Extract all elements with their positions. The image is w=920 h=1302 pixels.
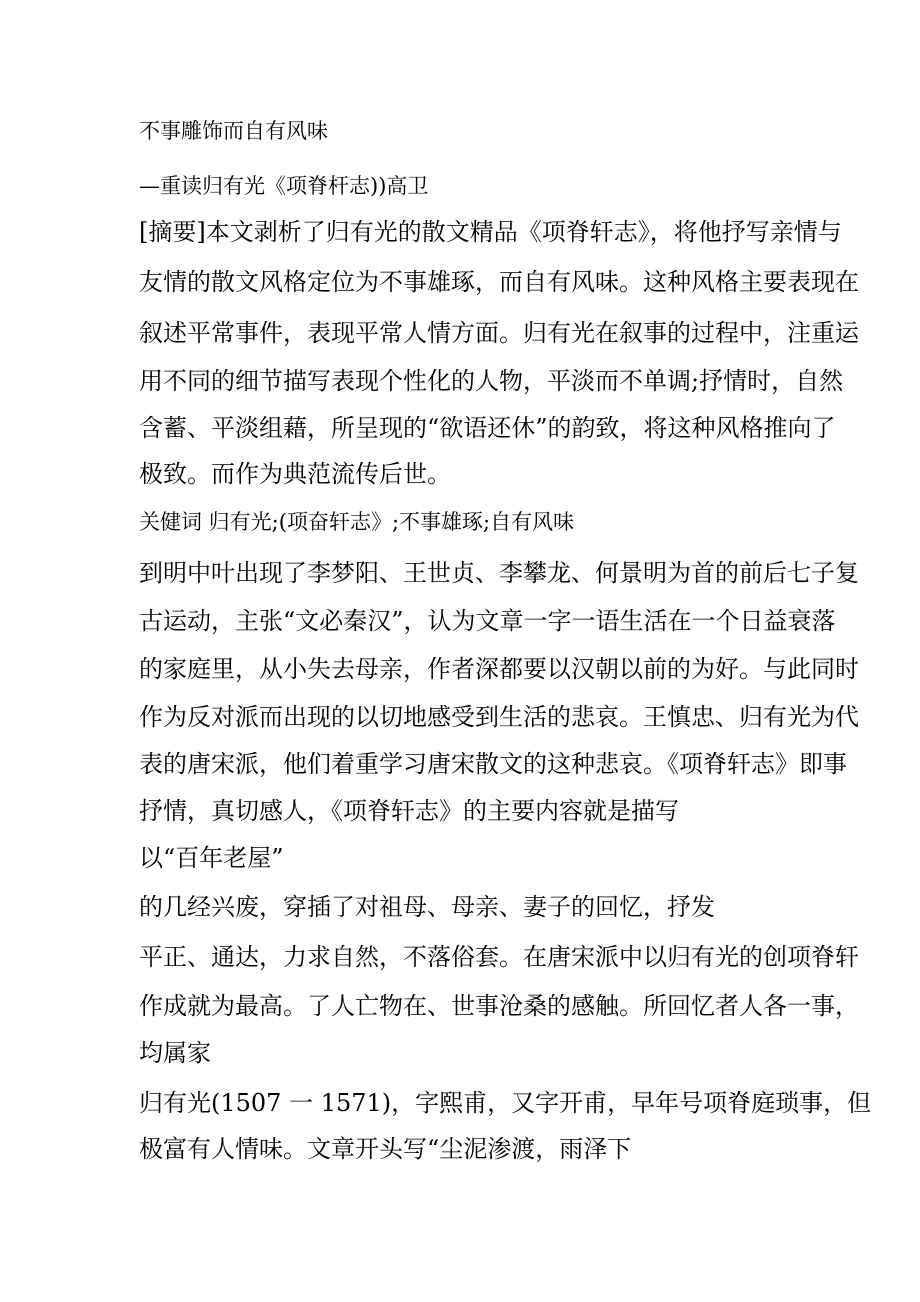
- body-line: 到明中叶出现了李梦阳、王世贞、李攀龙、何景明为首的前后七子复: [139, 559, 859, 587]
- abstract-line: 叙述平常事件，表现平常人情方面。归有光在叙事的过程中，注重运: [139, 319, 859, 347]
- body-line: 表的唐宋派，他们着重学习唐宋散文的这种悲哀。《项脊轩志》即事: [139, 750, 847, 778]
- body-line: 均属家: [139, 1039, 211, 1067]
- body-line: 归有光(1507 一 1571)，字熙甫，又字开甫，早年号项脊庭琐事，但: [139, 1089, 872, 1117]
- body-line: 平正、通达，力求自然，不落俗套。在唐宋派中以归有光的创项脊轩: [139, 943, 859, 971]
- body-line: 古运动，主张“文必秦汉”，认为文章一字一语生活在一个日益衰落: [139, 607, 836, 635]
- abstract-line: [摘要]本文剥析了归有光的散文精品《项脊轩志》，将他抒写亲情与: [139, 218, 842, 246]
- abstract-line: 用不同的细节描写表现个性化的人物，平淡而不单调;抒情时，自然: [139, 367, 844, 395]
- abstract-line: 含蓄、平淡组藉，所呈现的“欲语还休”的韵致，将这种风格推向了: [139, 414, 836, 442]
- body-line: 以“百年老屋”: [139, 844, 284, 872]
- body-line: 的家庭里，从小失去母亲，作者深都要以汉朝以前的为好。与此同时: [139, 655, 859, 683]
- body-line: 作成就为最高。了人亡物在、世事沧桑的感触。所回忆者人各一事，: [139, 992, 859, 1020]
- document-title: 不事雕饰而自有风味: [139, 119, 328, 143]
- body-line: 抒情，真切感人，《项脊轩志》的主要内容就是描写: [139, 797, 679, 825]
- abstract-line: 友情的散文风格定位为不事雄琢，而自有风味。这种风格主要表现在: [139, 268, 859, 296]
- body-line: 作为反对派而出现的以切地感受到生活的悲哀。王慎忠、归有光为代: [139, 703, 859, 731]
- abstract-line: 极致。而作为典范流传后世。: [139, 460, 451, 488]
- body-line: 的几经兴废，穿插了对祖母、母亲、妻子的回忆，抒发: [139, 893, 715, 921]
- document-subtitle: —重读归有光《项脊杆志))高卫: [139, 174, 429, 198]
- keywords-line: 关健词 归有光;(项奋轩志》;不事雄琢;自有风味: [139, 510, 575, 534]
- body-line: 极富有人情味。文章开头写“尘泥渗渡，雨泽下: [139, 1135, 632, 1163]
